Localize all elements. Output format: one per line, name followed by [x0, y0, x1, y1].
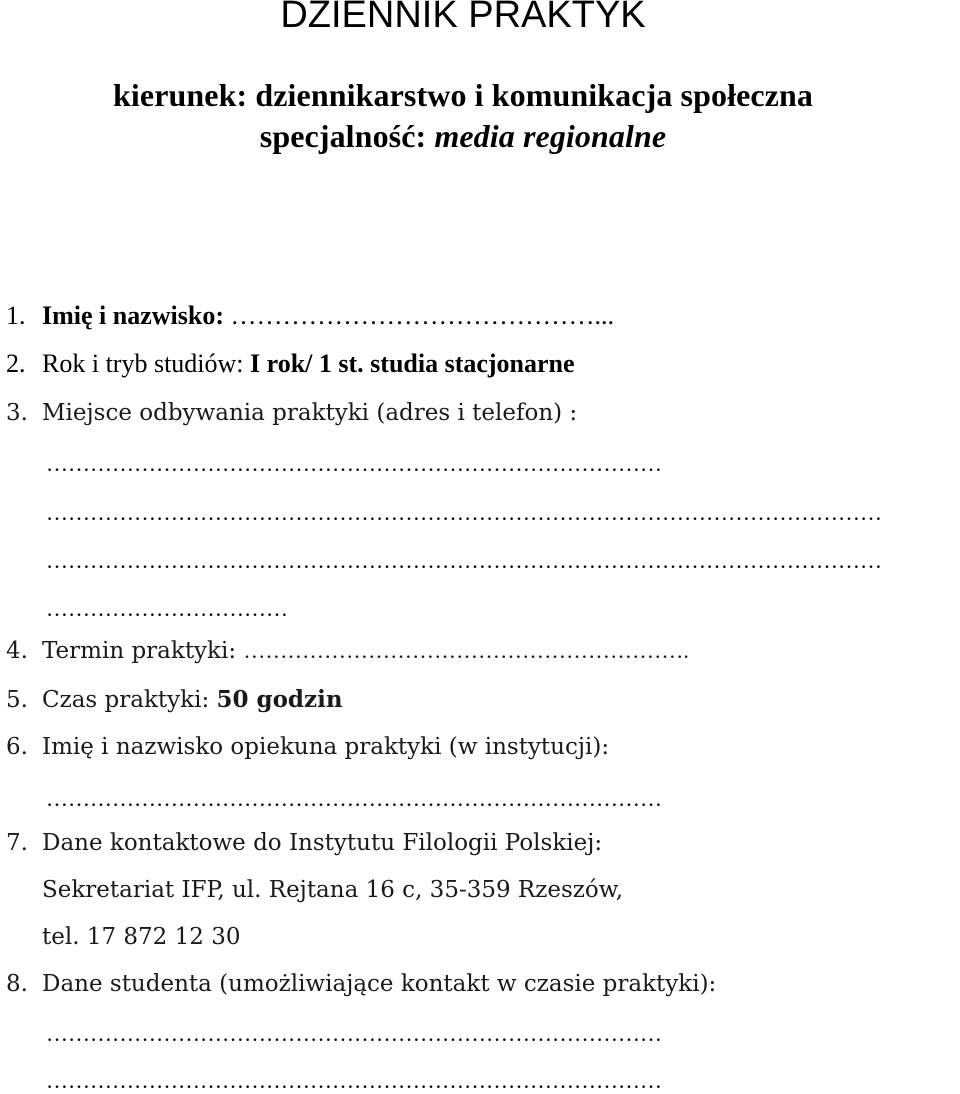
item-5-label: Czas praktyki: [42, 687, 217, 713]
item-5 [6, 688, 343, 712]
item-1-number: 1. [6, 301, 26, 330]
item-7-number: 7. [6, 830, 28, 856]
item-8-dots-1: ………………………………………………………………………… [46, 1021, 662, 1046]
item-8-label: Dane studenta (umożliwiające kontakt w czasie praktyki): [42, 971, 717, 997]
item-6 [6, 736, 609, 759]
item-2-number: 2. [6, 349, 26, 378]
item-6-label: Imię i nazwisko opiekuna praktyki (w instytucji): [42, 734, 610, 760]
specialization [0, 120, 926, 152]
field-of-study: kierunek: dziennikarstwo i komunikacja społeczna [113, 77, 813, 113]
item-4-value: ……………………………………………………. [243, 638, 689, 663]
item-1 [6, 303, 614, 329]
item-6-dots: ………………………………………………………………………… [46, 786, 662, 811]
item-7-label: Dane kontaktowe do Instytutu Filologii Polskiej: [42, 830, 603, 856]
item-3-number: 3. [6, 400, 28, 426]
item-7-phone-text: tel. 17 872 12 30 [42, 924, 241, 950]
item-3-dots-1: ………………………………………………………………………… [46, 451, 662, 476]
specialization-value: media regionalne [434, 118, 667, 154]
item-8-dots-2: ………………………………………………………………………… [46, 1068, 662, 1093]
item-3-label: Miejsce odbywania praktyki (adres i telefon) : [42, 400, 578, 426]
item-4-number: 4. [6, 638, 28, 664]
item-5-number: 5. [6, 687, 28, 713]
item-2-label: Rok i tryb studiów: [42, 349, 251, 378]
item-8 [6, 973, 716, 996]
item-7-address-text: Sekretariat IFP, ul. Rejtana 16 c, 35-359 Rzeszów, [42, 877, 624, 903]
item-3-dots-2: …………………………………………………………………………………………………… [46, 500, 882, 525]
item-1-label: Imię i nazwisko: [42, 301, 224, 330]
item-3-dots-3: …………………………………………………………………………………………………… [46, 548, 882, 573]
item-7 [6, 832, 602, 855]
item-5-value: 50 godzin [216, 686, 343, 713]
item-1-value: ……………………………………... [224, 301, 614, 330]
item-3-dots-4: …………………………… [46, 596, 288, 621]
item-2-value: I rok/ 1 st. studia stacjonarne [250, 349, 575, 378]
item-6-number: 6. [6, 734, 28, 760]
item-2 [6, 351, 575, 377]
document-title: DZIENNIK PRAKTYK [280, 0, 646, 36]
item-7-phone [6, 926, 240, 949]
item-7-address [6, 879, 623, 902]
item-8-number: 8. [6, 971, 28, 997]
item-4-label: Termin praktyki: [42, 638, 244, 664]
specialization-label: specjalność: [259, 118, 435, 154]
item-3 [6, 402, 577, 425]
item-4 [6, 640, 689, 663]
